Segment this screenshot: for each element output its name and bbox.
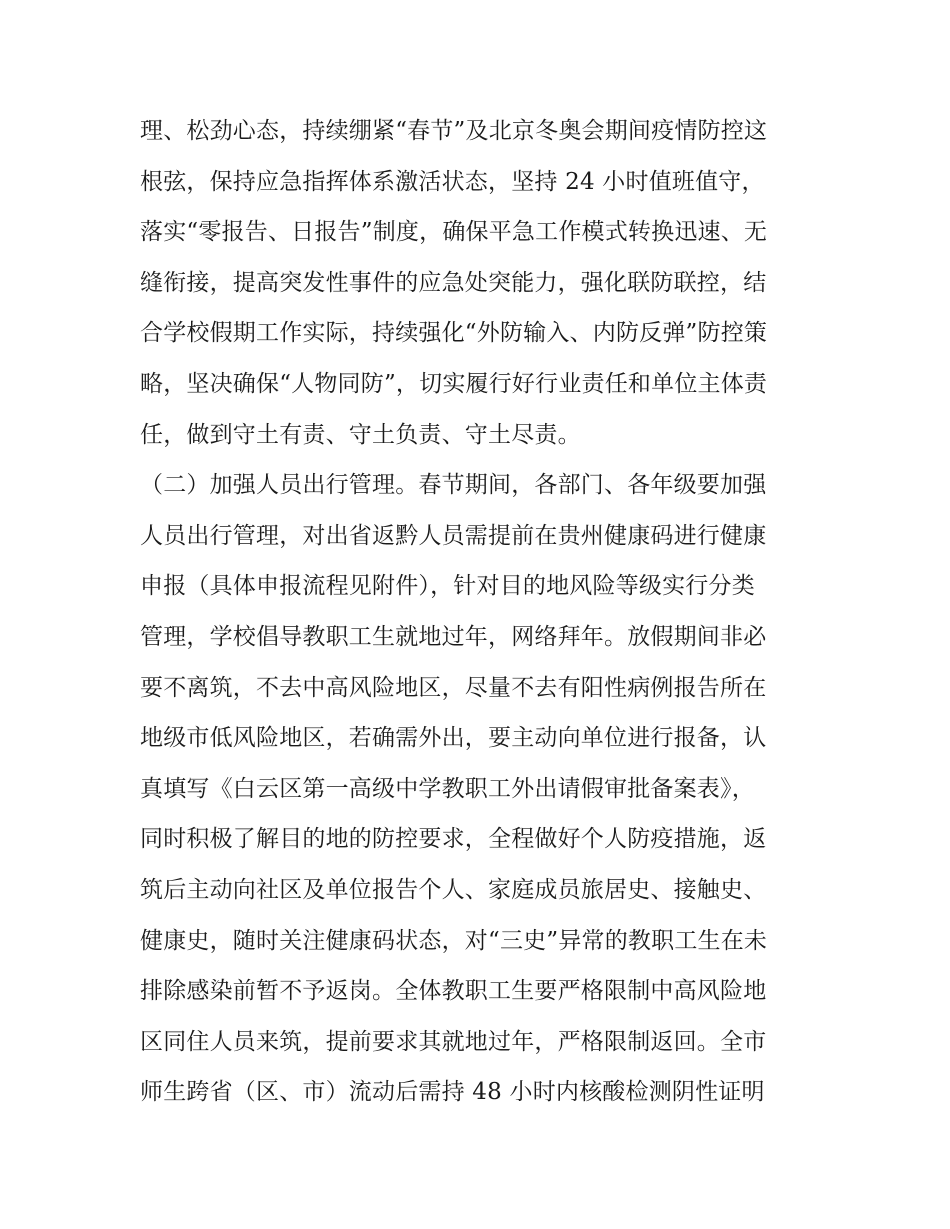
text-line: 根弦，保持应急指挥体系激活状态，坚持 24 小时值班值守， xyxy=(140,168,765,195)
text-line: 管理，学校倡导教职工生就地过年，网络拜年。放假期间非必 xyxy=(140,623,767,650)
text-line: 要不离筑，不去中高风险地区，尽量不去有阳性病例报告所在 xyxy=(140,674,767,701)
text-line: 同时积极了解目的地的防控要求，全程做好个人防疫措施，返 xyxy=(140,826,767,853)
text-line: 理、松劲心态，持续绷紧“春节”及北京冬奥会期间疫情防控这 xyxy=(140,118,768,144)
text-line: 申报（具体申报流程见附件），针对目的地风险等级实行分类 xyxy=(140,573,755,600)
text-line: 师生跨省（区、市）流动后需持 48 小时内核酸检测阴性证明 xyxy=(140,1079,765,1106)
text-line: 略，坚决确保“人物同防”，切实履行好行业责任和单位主体责 xyxy=(140,370,768,397)
body-text xyxy=(140,106,820,1118)
text-line: 落实“零报告、日报告”制度，确保平急工作模式转换迅速、无 xyxy=(140,219,768,246)
text-line: 缝衔接，提高突发性事件的应急处突能力，强化联防联控，结 xyxy=(140,269,767,296)
section-heading-line: （二）加强人员出行管理。春节期间，各部门、各年级要加强 xyxy=(140,472,767,499)
text-line: 真填写《白云区第一高级中学教职工外出请假审批备案表》， xyxy=(140,775,755,802)
text-line: 健康史，随时关注健康码状态，对“三史”异常的教职工生在未 xyxy=(140,927,768,954)
text-line: 排除感染前暂不予返岗。全体教职工生要严格限制中高风险地 xyxy=(140,978,767,1005)
text-line: 任，做到守土有责、守土负责、守土尽责。 xyxy=(140,421,581,448)
text-line: 人员出行管理，对出省返黔人员需提前在贵州健康码进行健康 xyxy=(140,522,767,549)
text-line: 地级市低风险地区，若确需外出，要主动向单位进行报备，认 xyxy=(140,725,767,752)
text-line: 筑后主动向社区及单位报告个人、家庭成员旅居史、接触史、 xyxy=(140,876,767,903)
text-line: 合学校假期工作实际，持续强化“外防输入、内防反弹”防控策 xyxy=(140,320,768,347)
text-line: 区同住人员来筑，提前要求其就地过年，严格限制返回。全市 xyxy=(140,1028,767,1055)
